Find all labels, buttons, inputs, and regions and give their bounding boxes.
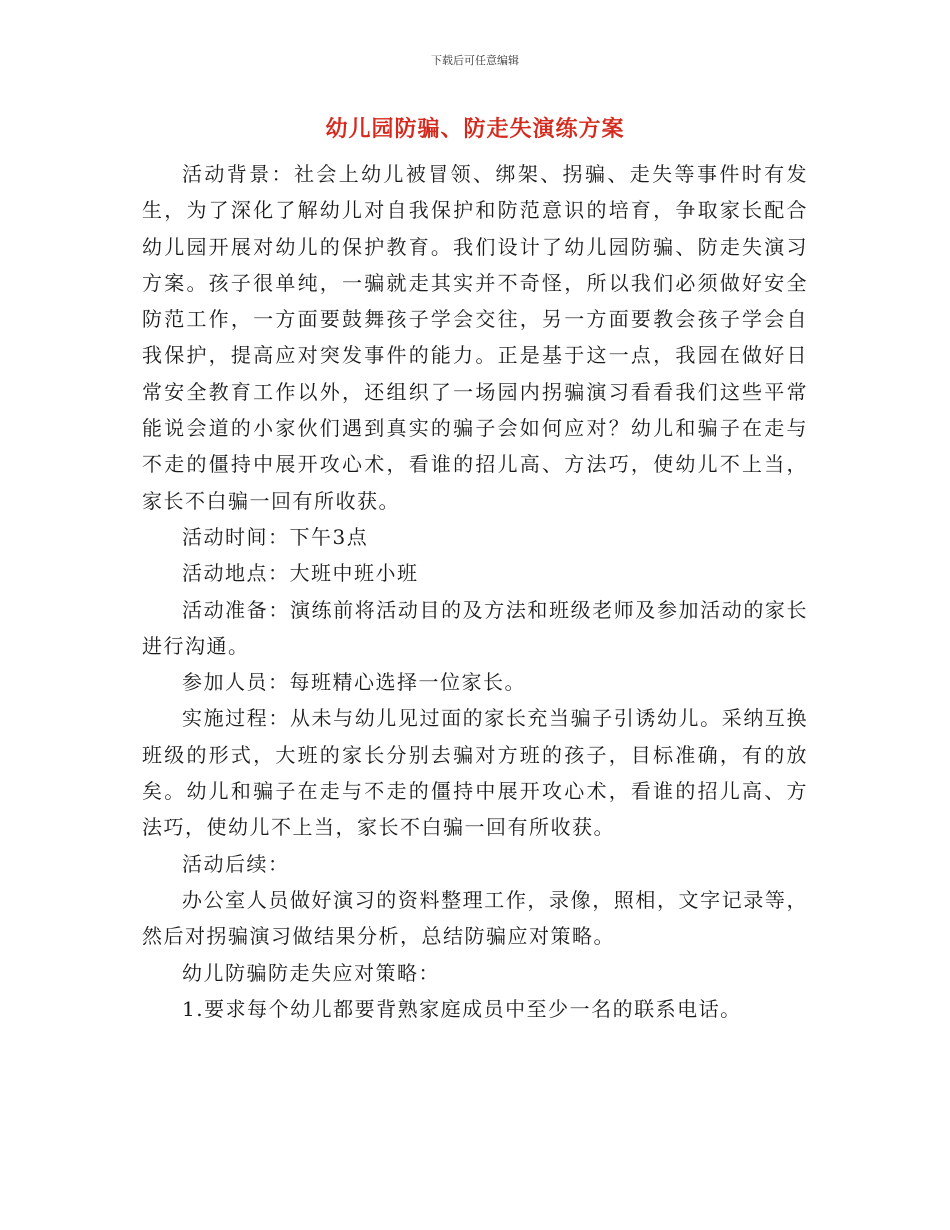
paragraph-preparation: 活动准备：演练前将活动目的及方法和班级老师及参加活动的家长进行沟通。 [142, 597, 808, 658]
paragraph-participants: 参加人员：每班精心选择一位家长。 [182, 670, 526, 695]
paragraph-followup-heading: 活动后续： [182, 851, 290, 876]
paragraph-process: 实施过程：从未与幼儿见过面的家长充当骗子引诱幼儿。采纳互换班级的形式，大班的家长分别去骗对方班的孩子，目标准确，有的放矣。幼儿和骗子在走与不走的僵持中展开攻心术，看谁的招儿高、方法巧，使幼儿不上当，家长不白骗一回有所收获。 [142, 706, 808, 840]
paragraph-followup: 办公室人员做好演习的资料整理工作，录像，照相，文字记录等，然后对拐骗演习做结果分析，总结防骗应对策略。 [142, 887, 808, 949]
paragraph-location: 活动地点：大班中班小班 [182, 561, 419, 586]
paragraph-time: 活动时间：下午3点 [182, 524, 369, 549]
paragraph-strategy-1: 1.要求每个幼儿都要背熟家庭成员中至少一名的联系电话。 [182, 996, 742, 1021]
paragraph-strategy-heading: 幼儿防骗防走失应对策略： [182, 960, 440, 985]
paragraph-background: 活动背景：社会上幼儿被冒领、绑架、拐骗、走失等事件时有发生，为了深化了解幼儿对自我保护和防范意识的培育，争取家长配合幼儿园开展对幼儿的保护教育。我们设计了幼儿园防骗、防走失演习方案。孩子很单纯，一骗就走其实并不奇怪，所以我们必须做好安全防范工作，一方面要鼓舞孩子学会交往，另一方面要教会孩子学会自我保护，提高应对突发事件的能力。正是基于这一点，我园在做好日常安全教育工作以外，还组织了一场园内拐骗演习看看我们这些平常能说会道的小家伙们遇到真实的骗子会如何应对？幼儿和骗子在走与不走的僵持中展开攻心术，看谁的招儿高、方法巧，使幼儿不上当，家长不白骗一回有所收获。 [142, 162, 808, 513]
header-note: 下载后可任意编辑 [431, 54, 519, 67]
document-title: 幼儿园防骗、防走失演练方案 [325, 117, 625, 142]
document-body [142, 156, 808, 1027]
